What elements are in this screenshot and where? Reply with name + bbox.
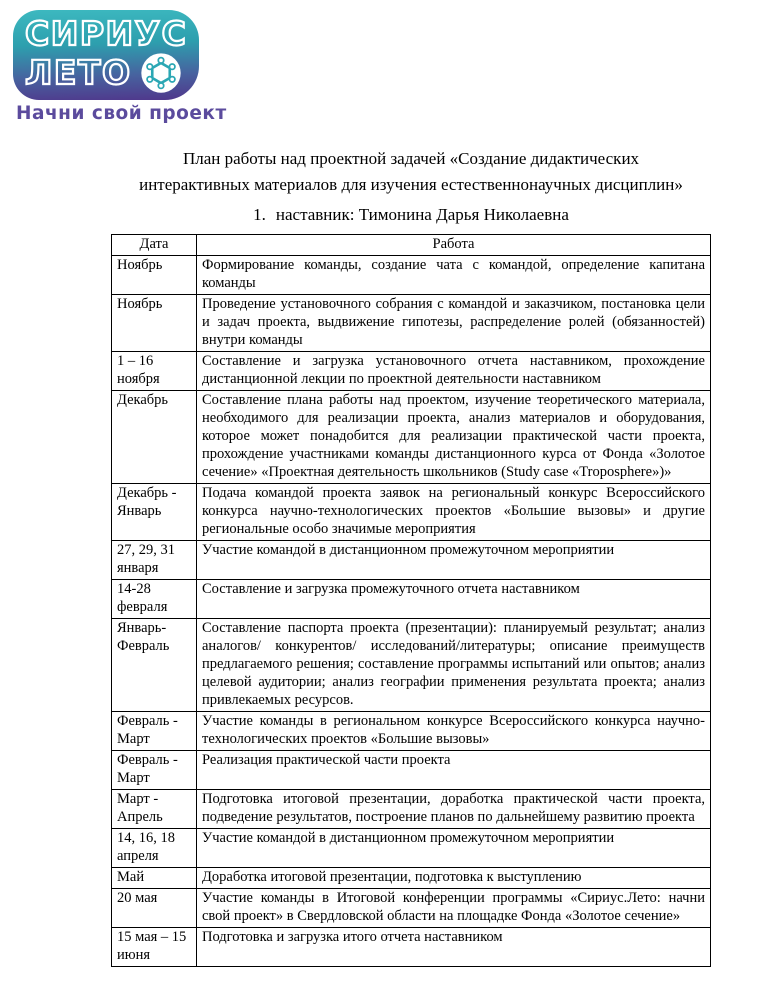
table-header-row [112,235,711,256]
work-cell: Формирование команды, создание чата с командой, определение капитана команды [197,256,711,295]
date-cell: Декабрь - Январь [112,484,197,541]
logo-badge [13,10,199,100]
table-row [112,541,711,580]
work-cell: Проведение установочного собрания с командой и заказчиком, постановка цели и задач проекта, выдвижение гипотезы, распределение ролей (обязанностей) внутри команды [197,295,711,352]
molecule-hexagon-icon [140,52,182,94]
table-row [112,829,711,868]
table-row [112,580,711,619]
date-cell: Май [112,868,197,889]
page-title [111,146,711,198]
date-cell: Декабрь [112,391,197,484]
table-row [112,712,711,751]
work-cell: Составление и загрузка промежуточного отчета наставником [197,580,711,619]
work-cell: Подача командой проекта заявок на региональный конкурс Всероссийского конкурса научно-технологических проектов «Большие вызовы» и другие региональные особо значимые мероприятия [197,484,711,541]
logo-word-leto: ЛЕТО [25,53,132,92]
sirius-leto-logo [13,10,227,124]
work-cell: Участие командой в дистанционном промежуточном мероприятии [197,541,711,580]
logo-line-2 [25,52,187,94]
date-cell: 27, 29, 31 января [112,541,197,580]
mentor-name: наставник: Тимонина Дарья Николаевна [275,205,569,224]
work-cell: Участие команды в Итоговой конференции программы «Сириус.Лето: начни свой проект» в Свердловской области на площадке Фонда «Золотое сечение» [197,889,711,928]
table-row [112,790,711,829]
work-cell: Участие команды в региональном конкурсе Всероссийского конкурса научно-технологических проектов «Большие вызовы» [197,712,711,751]
work-cell: Реализация практической части проекта [197,751,711,790]
date-cell: 15 мая – 15 июня [112,928,197,967]
list-number: 1. [253,205,266,224]
page-title-line-2: интерактивных материалов для изучения естественнонаучных дисциплин» [139,175,683,194]
table-row [112,256,711,295]
date-cell: Ноябрь [112,256,197,295]
work-cell: Доработка итоговой презентации, подготовка к выступлению [197,868,711,889]
table-row [112,295,711,352]
work-cell: Составление паспорта проекта (презентации): планируемый результат; анализ аналогов/ конкурентов/ исследований/литературы; описание преимуществ предлагаемого решения; составление программы испытаний или опытов; анализ целевой аудитории; анализ географии применения результата проекта; анализ привлекаемых ресурсов. [197,619,711,712]
logo-tagline: Начни свой проект [16,103,227,124]
date-cell: 20 мая [112,889,197,928]
work-cell: Участие командой в дистанционном промежуточном мероприятии [197,829,711,868]
table-row [112,391,711,484]
table-row [112,868,711,889]
logo-line-1 [25,16,187,52]
page-title-line-1: План работы над проектной задачей «Создание дидактических [182,149,640,168]
work-cell: Подготовка и загрузка итого отчета наставником [197,928,711,967]
column-header-work: Работа [197,235,711,256]
mentor-list-item [111,204,711,226]
date-cell: Февраль - Март [112,751,197,790]
table-row [112,889,711,928]
table-row [112,619,711,712]
date-cell: 14-28 февраля [112,580,197,619]
date-cell: Февраль - Март [112,712,197,751]
table-row [112,352,711,391]
date-cell: 14, 16, 18 апреля [112,829,197,868]
work-cell: Составление и загрузка установочного отчета наставником, прохождение дистанционной лекции по проектной деятельности наставником [197,352,711,391]
table-row [112,751,711,790]
logo-word-sirius: СИРИУС [25,14,188,53]
date-cell: Ноябрь [112,295,197,352]
work-cell: Составление плана работы над проектом, изучение теоретического материала, необходимого для реализации проекта, анализ материалов и оборудования, которое может понадобится для реализации практической части проекта, прохождение участниками команды дистанционного курса от Фонда «Золотое сечение» «Проектная деятельность школьников (Study case «Troposphere»)» [197,391,711,484]
date-cell: Март - Апрель [112,790,197,829]
column-header-date: Дата [112,235,197,256]
work-cell: Подготовка итоговой презентации, доработка практической части проекта, подведение результатов, построение планов по дальнейшему развитию проекта [197,790,711,829]
date-cell: 1 – 16 ноября [112,352,197,391]
table-row [112,928,711,967]
date-cell: Январь-Февраль [112,619,197,712]
schedule-table [111,234,711,967]
table-row [112,484,711,541]
